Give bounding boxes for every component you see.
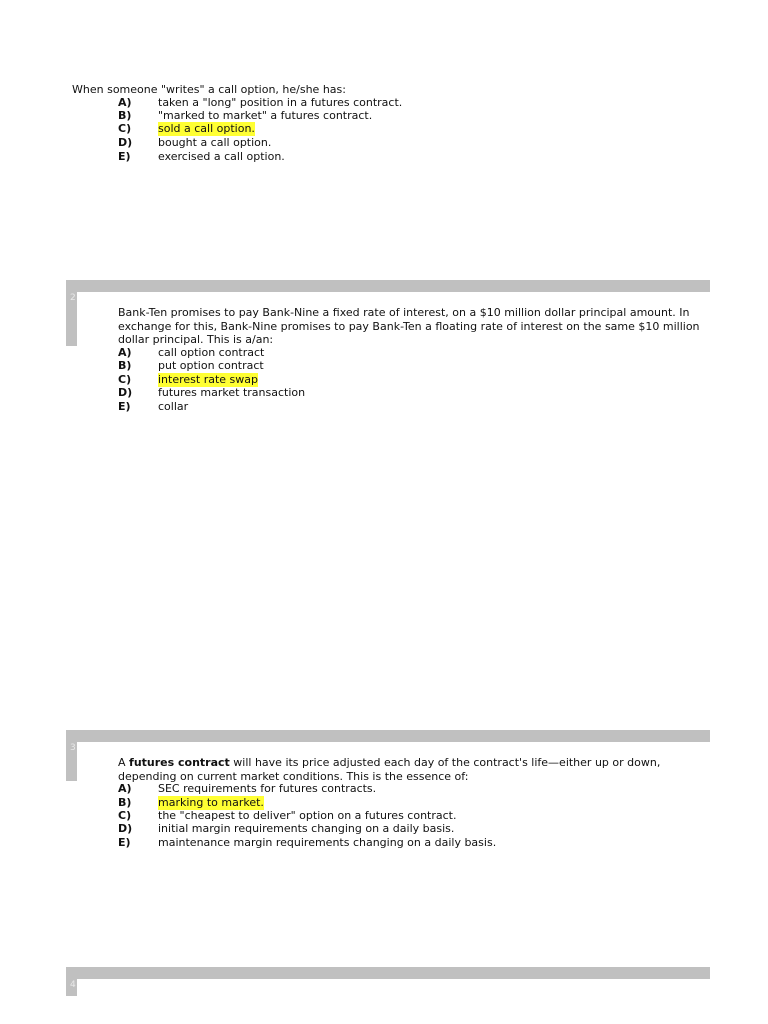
option-text: taken a "long" position in a futures contract. xyxy=(158,96,403,109)
option-text: call option contract xyxy=(158,346,265,359)
question-stem: When someone "writes" a call option, he/she has: xyxy=(72,83,346,96)
option-letter: C) xyxy=(118,373,132,386)
option-text: futures market transaction xyxy=(158,386,306,399)
question-separator-bar xyxy=(66,280,710,292)
correct-answer-highlight: marking to market. xyxy=(158,796,264,809)
option-letter: E) xyxy=(118,150,131,163)
question-stem: Bank-Ten promises to pay Bank-Nine a fixed rate of interest, on a $10 million dollar principal amount. In exchange for this, Bank-Nine promises to pay Bank-Ten a floating rate of interest on the same $10 million dollar principal. This is a/an: xyxy=(118,306,700,346)
option-text: initial margin requirements changing on a daily basis. xyxy=(158,822,455,835)
option-letter: C) xyxy=(118,122,132,135)
correct-answer-highlight: sold a call option. xyxy=(158,122,255,135)
stem-text: A xyxy=(118,756,130,769)
question-stem xyxy=(118,756,678,783)
option-letter: B) xyxy=(118,359,132,372)
option-text: the "cheapest to deliver" option on a futures contract. xyxy=(158,809,457,822)
option-text: collar xyxy=(158,400,189,413)
option-letter: B) xyxy=(118,796,132,809)
option-letter: D) xyxy=(118,386,133,399)
option-text: "marked to market" a futures contract. xyxy=(158,109,373,122)
question-number-tab: 2 xyxy=(66,292,77,346)
option-letter: E) xyxy=(118,400,131,413)
question-separator-bar xyxy=(66,730,710,742)
option-letter: D) xyxy=(118,136,133,149)
option-letter: B) xyxy=(118,109,132,122)
option-letter: C) xyxy=(118,809,132,822)
option-letter: D) xyxy=(118,822,133,835)
option-text: maintenance margin requirements changing on a daily basis. xyxy=(158,836,497,849)
question-separator-bar xyxy=(66,967,710,979)
option-text: put option contract xyxy=(158,359,264,372)
option-text: bought a call option. xyxy=(158,136,272,149)
question-number-tab: 3 xyxy=(66,742,77,781)
correct-answer-highlight: interest rate swap xyxy=(158,373,258,386)
option-letter: A) xyxy=(118,96,132,109)
option-text: SEC requirements for futures contracts. xyxy=(158,782,377,795)
option-text: exercised a call option. xyxy=(158,150,285,163)
question-number-tab: 4 xyxy=(66,979,77,996)
option-letter: E) xyxy=(118,836,131,849)
stem-text: will have its price adjusted each day of the contract's life—either up or down, depending on current market conditions. This is the essence of: xyxy=(118,756,661,783)
option-letter: A) xyxy=(118,782,132,795)
option-letter: A) xyxy=(118,346,132,359)
stem-bold-term: futures contract xyxy=(129,756,230,769)
